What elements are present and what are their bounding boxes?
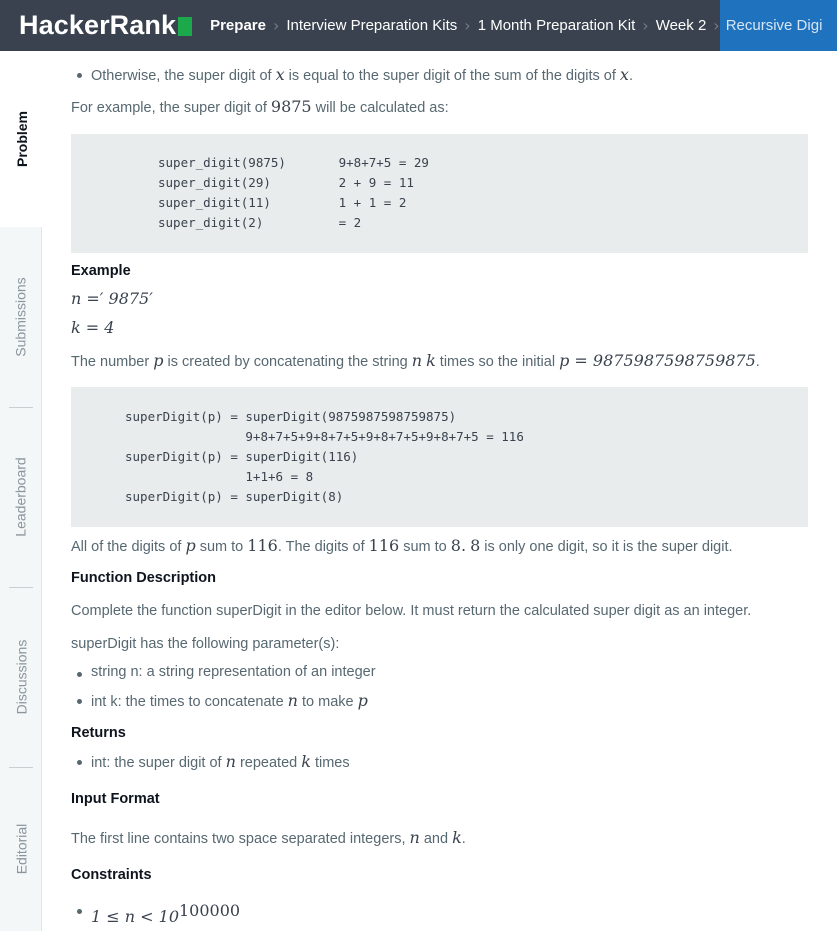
text: is equal to the super digit of the sum of the digits of — [284, 68, 620, 84]
tab-leaderboard-label: Leaderboard — [13, 457, 29, 537]
text: times so the initial — [435, 354, 560, 370]
tab-discussions[interactable] — [0, 587, 42, 767]
hackerrank-logo[interactable] — [19, 10, 192, 41]
math-number: 9875 — [270, 97, 312, 116]
text: For example, the super digit of — [71, 100, 271, 116]
math-var: k — [426, 351, 436, 370]
math-var: p — [357, 691, 368, 710]
top-navigation-bar — [0, 0, 837, 51]
constraints-heading: Constraints — [71, 867, 152, 883]
math-expression: 1 ≤ n < 10 — [91, 906, 179, 926]
text: int: the super digit of — [91, 755, 226, 771]
list-item — [91, 65, 633, 84]
code-text: superDigit(p) = superDigit(9875987598759875) 9+8+7+5+9+8+7+5+9+8+7+5+9+8+7+5 = 116 superDigit(p) = superDigit(116) 1+1+6 = 8 superDigit(p) = superDigit(8) — [125, 409, 524, 504]
tab-submissions-label: Submissions — [13, 277, 29, 357]
math-var: p — [185, 536, 196, 555]
text: Otherwise, the super digit of — [91, 68, 276, 84]
k-value: k = 4 — [71, 318, 115, 337]
p-description — [71, 351, 760, 370]
tab-leaderboard[interactable] — [0, 407, 42, 587]
breadcrumb-month-kit[interactable]: 1 Month Preparation Kit — [477, 17, 636, 34]
math-var: k — [452, 828, 462, 847]
chevron-right-icon: › — [464, 16, 471, 35]
math-var: n — [287, 691, 298, 710]
list-item — [91, 752, 350, 771]
chevron-right-icon: › — [272, 16, 280, 35]
problem-statement — [71, 51, 808, 931]
breadcrumb-interview-kits[interactable]: Interview Preparation Kits — [286, 17, 458, 34]
math-number: 8. — [450, 536, 467, 555]
returns-heading: Returns — [71, 725, 126, 741]
chevron-right-icon: › — [642, 16, 649, 35]
list-item — [91, 691, 368, 710]
text: repeated — [235, 755, 302, 771]
breadcrumb-prepare[interactable]: Prepare — [210, 17, 266, 34]
text: is only one digit, so it is the super digit. — [480, 539, 733, 555]
function-description-text: Complete the function superDigit in the editor below. It must return the calculated super digit as an integer. — [71, 603, 752, 619]
code-block-example — [71, 387, 808, 527]
example-heading: Example — [71, 263, 131, 279]
input-format-heading: Input Format — [71, 791, 160, 807]
math-number: 116 — [368, 536, 400, 555]
text: will be calculated as: — [311, 100, 449, 116]
breadcrumb-week-2[interactable]: Week 2 — [655, 17, 707, 34]
challenge-side-tabs — [0, 51, 42, 931]
math-var: x — [619, 65, 629, 84]
logo-mark-icon — [178, 17, 192, 36]
math-var: k — [301, 752, 311, 771]
code-block-super-digit — [71, 134, 808, 253]
tab-discussions-label: Discussions — [13, 639, 30, 715]
math-number: 8 — [470, 536, 481, 555]
text: sum to — [399, 539, 451, 555]
text: . — [461, 831, 466, 847]
breadcrumb-current-challenge: Recursive Digi — [720, 0, 837, 51]
text: times — [310, 755, 350, 771]
list-item — [91, 901, 240, 926]
text: The number — [71, 354, 154, 370]
math-exponent: 100000 — [179, 901, 241, 920]
math-var: n — [409, 828, 420, 847]
text: . — [628, 68, 633, 84]
chevron-right-icon: › — [713, 16, 720, 35]
n-value: n =′ 9875′ — [71, 289, 153, 308]
text: The first line contains two space separated integers, — [71, 831, 410, 847]
tab-problem-label: Problem — [13, 110, 30, 168]
text: is created by concatenating the string — [163, 354, 412, 370]
text: to make — [297, 694, 358, 710]
math-number: 116 — [247, 536, 278, 555]
example-intro — [71, 97, 449, 116]
tab-problem[interactable] — [0, 51, 43, 227]
text: and — [419, 831, 453, 847]
text: . The digits of — [277, 539, 369, 555]
text: sum to — [195, 539, 248, 555]
tab-submissions[interactable] — [0, 227, 42, 407]
list-item: string n: a string representation of an integer — [91, 664, 376, 680]
input-format-text — [71, 828, 466, 847]
math-var: n — [225, 752, 236, 771]
text: int k: the times to concatenate — [91, 694, 288, 710]
tab-editorial-label: Editorial — [13, 823, 29, 875]
math-var: x — [275, 65, 285, 84]
logo-text: HackerRank — [19, 10, 177, 40]
tab-editorial[interactable] — [0, 767, 42, 931]
function-description-heading: Function Description — [71, 570, 216, 586]
sum-explanation — [71, 536, 733, 555]
math-var: n — [411, 351, 423, 370]
text: All of the digits of — [71, 539, 186, 555]
math-var: p — [153, 351, 164, 370]
text: . — [755, 354, 760, 370]
code-text: super_digit(9875) 9+8+7+5 = 29 super_digit(29) 2 + 9 = 11 super_digit(11) 1 + 1 = 2 super_digit(2) = 2 — [158, 155, 429, 230]
breadcrumb — [210, 0, 837, 51]
parameters-intro: superDigit has the following parameter(s): — [71, 636, 340, 652]
math-expression: p = 9875987598759875 — [559, 351, 756, 370]
